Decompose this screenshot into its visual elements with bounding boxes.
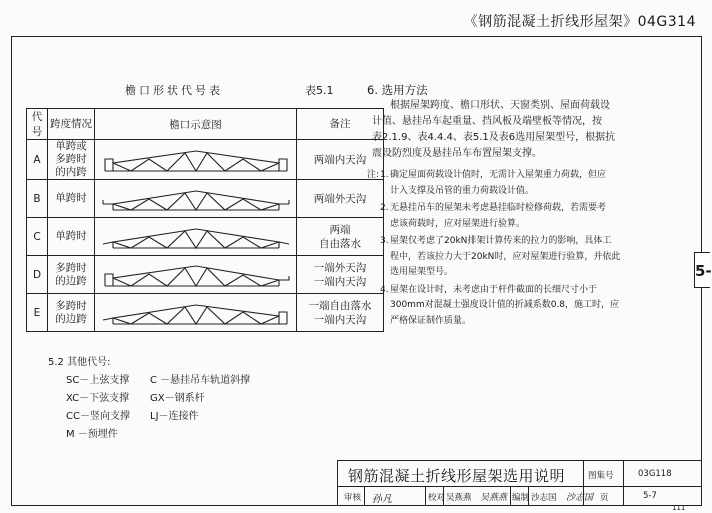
divider bbox=[338, 486, 701, 487]
code-item: XC－下弦支撑 bbox=[66, 393, 130, 404]
truss-diagram-d bbox=[101, 258, 291, 292]
note-line: 选用屋架型号。 bbox=[390, 267, 454, 277]
page-label: 页 bbox=[600, 493, 609, 503]
truss-diagram-c bbox=[101, 220, 291, 254]
code-item: GX－钢系杆 bbox=[150, 393, 205, 404]
code-item: SC－上弦支撑 bbox=[66, 375, 130, 386]
note-line: 严格保证制作质量。 bbox=[390, 315, 472, 326]
note-item bbox=[380, 234, 685, 281]
check-name: 吴燕燕 bbox=[446, 493, 472, 503]
header-span: 跨度情况 bbox=[48, 109, 95, 140]
section-6-title: 6. 选用方法 bbox=[367, 83, 428, 97]
span-line: 的内跨 bbox=[55, 166, 87, 178]
row-note bbox=[297, 218, 384, 256]
note-body bbox=[390, 283, 619, 330]
span-line: 的边跨 bbox=[55, 312, 87, 325]
truss-diagram-b bbox=[101, 182, 291, 216]
note-item bbox=[380, 168, 685, 199]
truss-diagram-a bbox=[101, 143, 291, 177]
note-line: 两端 bbox=[329, 223, 351, 236]
review-label: 审核 bbox=[344, 493, 362, 503]
notes-block bbox=[380, 168, 685, 329]
header-note: 备注 bbox=[297, 109, 384, 140]
title-block bbox=[337, 460, 702, 506]
note-line: 两端外天沟 bbox=[313, 192, 367, 205]
check-label: 校对 bbox=[428, 493, 446, 503]
check-signature: 吴燕燕 bbox=[480, 493, 508, 503]
row-span bbox=[48, 256, 95, 294]
page-number: 111 bbox=[672, 504, 686, 512]
table-header-row bbox=[27, 109, 384, 140]
row-code: D bbox=[27, 256, 48, 294]
divider bbox=[364, 486, 365, 505]
row-code: C bbox=[27, 218, 48, 256]
drawing-title: 钢筋混凝土折线形屋架选用说明 bbox=[348, 467, 566, 485]
table-row bbox=[27, 218, 384, 256]
note-line: 一端自由落水 bbox=[308, 299, 372, 312]
table-number: 表5.1 bbox=[305, 84, 334, 97]
truss-figure-cell bbox=[95, 294, 297, 332]
code-item: C －悬挂吊车轨道斜撑 bbox=[150, 375, 251, 386]
code-item: LJ－连接件 bbox=[150, 411, 199, 422]
truss-figure-cell bbox=[95, 180, 297, 218]
note-number: 1. bbox=[380, 170, 389, 180]
review-signature: 孙凡 bbox=[372, 494, 392, 505]
truss-figure-cell bbox=[95, 140, 297, 180]
note-line: 计入支撑及吊管的重力荷载设计值。 bbox=[390, 185, 535, 196]
atlas-label: 图集号 bbox=[588, 471, 614, 481]
note-item bbox=[380, 283, 685, 330]
row-code: A bbox=[27, 140, 48, 180]
truss-figure-cell bbox=[95, 256, 297, 294]
table-row bbox=[27, 180, 384, 218]
note-line: 一端内天沟 bbox=[313, 313, 367, 326]
note-body bbox=[390, 168, 606, 199]
other-codes-right bbox=[150, 372, 250, 426]
para-line: 震设防烈度及悬挂吊车布置屋架支撑。 bbox=[372, 148, 542, 159]
span-line: 多跨时 bbox=[55, 153, 87, 165]
divider bbox=[425, 486, 426, 505]
note-line: 程中，若该拉力大于20kN时，应对屋架进行验算，并依此 bbox=[390, 251, 621, 262]
note-line: 确定屋面荷载设计值时，无需计入屋架重力荷载，但应 bbox=[390, 170, 607, 180]
truss-diagram-e bbox=[101, 296, 291, 330]
span-line: 的边跨 bbox=[55, 274, 87, 287]
note-item bbox=[380, 201, 685, 232]
row-note bbox=[297, 256, 384, 294]
code-item: CC－竖向支撑 bbox=[66, 411, 130, 422]
truss-figure-cell bbox=[95, 218, 297, 256]
row-span bbox=[48, 140, 95, 180]
para-line: 根据屋架跨度、檐口形状、天窗类别、屋面荷载设 bbox=[390, 100, 610, 111]
row-span bbox=[48, 180, 95, 218]
para-line: 表2.1.9、表4.4.4、表5.1及表6选用屋架型号，根据抗 bbox=[372, 132, 616, 143]
other-codes-left bbox=[66, 372, 130, 444]
note-body bbox=[390, 201, 606, 232]
para-line: 计值、悬挂吊车起重量、挡风板及端壁板等情况，按 bbox=[372, 116, 602, 127]
design-label: 编制 bbox=[512, 493, 530, 503]
eave-shape-table bbox=[26, 108, 384, 332]
section-6-paragraph bbox=[372, 98, 615, 162]
span-line: 单跨时 bbox=[55, 192, 87, 204]
note-number: 2. bbox=[380, 203, 389, 213]
table-caption: 檐口形状代号表 bbox=[125, 84, 223, 97]
note-line: 无悬挂吊车的屋架未考虑悬挂临时检修荷载，若需要考 bbox=[390, 203, 607, 213]
header-code: 代号 bbox=[27, 109, 48, 140]
atlas-header-title: 《钢筋混凝土折线形屋架》04G314 bbox=[463, 14, 696, 30]
notes-label: 注: bbox=[367, 170, 380, 180]
span-line: 多跨时 bbox=[55, 299, 87, 312]
row-note bbox=[297, 180, 384, 218]
note-line: 屋架在设计时，未考虑由于杆件截面的长细尺寸小于 bbox=[390, 284, 598, 295]
other-codes-title: 5.2 其他代号: bbox=[48, 357, 111, 368]
note-line: 两端内天沟 bbox=[313, 153, 367, 166]
note-number: 4. bbox=[380, 284, 389, 295]
atlas-value: 03G118 bbox=[638, 469, 672, 479]
row-code: E bbox=[27, 294, 48, 332]
note-line: 虑该荷载时，应对屋架进行验算。 bbox=[390, 218, 526, 229]
table-row bbox=[27, 140, 384, 180]
note-line: 自由落水 bbox=[319, 237, 361, 250]
divider bbox=[510, 486, 511, 505]
row-span bbox=[48, 294, 95, 332]
note-line: 一端内天沟 bbox=[313, 275, 367, 288]
row-code: B bbox=[27, 180, 48, 218]
span-line: 单跨时 bbox=[55, 230, 87, 242]
side-page-tab: 5- bbox=[694, 252, 710, 288]
code-item: M －预埋件 bbox=[66, 429, 118, 440]
note-number: 3. bbox=[380, 236, 389, 246]
header-figure: 檐口示意图 bbox=[95, 109, 297, 140]
design-signature: 沙志国 bbox=[566, 493, 594, 503]
note-line: 屋架仅考虑了20kN排架计算传来的拉力的影响，具体工 bbox=[390, 236, 612, 246]
note-line: 一端外天沟 bbox=[313, 261, 367, 274]
page-value: 5-7 bbox=[643, 491, 657, 501]
span-line: 单跨或 bbox=[55, 140, 87, 152]
divider bbox=[623, 461, 624, 505]
row-span bbox=[48, 218, 95, 256]
design-name: 沙志国 bbox=[531, 493, 557, 503]
span-line: 多跨时 bbox=[55, 261, 87, 274]
note-line: 300mm对混凝土强度设计值的折减系数0.8，施工时，应 bbox=[390, 300, 620, 310]
table-row bbox=[27, 256, 384, 294]
row-note bbox=[297, 294, 384, 332]
note-body bbox=[390, 234, 620, 281]
table-row bbox=[27, 294, 384, 332]
